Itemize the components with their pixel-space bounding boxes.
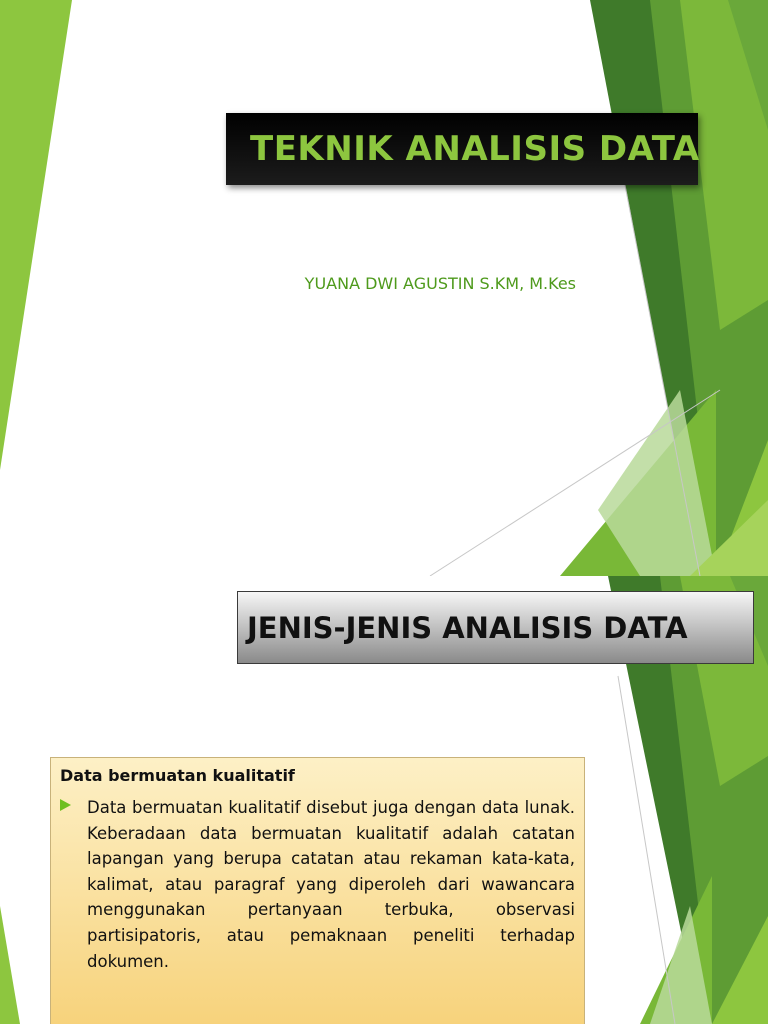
author-subtitle: YUANA DWI AGUSTIN S.KM, M.Kes: [304, 274, 576, 293]
slide-title: TEKNIK ANALISIS DATA: [250, 129, 700, 169]
slide-heading: JENIS-JENIS ANALISIS DATA: [247, 610, 688, 645]
arrow-bullet-icon: [60, 799, 71, 811]
title-box: [226, 113, 698, 185]
content-slide: [0, 576, 768, 1024]
heading-box: [237, 591, 754, 664]
content-heading: Data bermuatan kualitatif: [60, 766, 295, 785]
bullet-item: [60, 795, 575, 974]
bullet-text: Data bermuatan kualitatif disebut juga dengan data lunak. Keberadaan data bermuatan kualitatif adalah catatan lapangan yang berupa catatan atau rekaman kata-kata, kalimat, atau paragraf yang diperoleh dari wawancara menggunakan pertanyaan terbuka, observasi partisipatoris, atau pemaknaan peneliti terhadap dokumen.: [87, 798, 575, 971]
content-box: [50, 757, 585, 1024]
